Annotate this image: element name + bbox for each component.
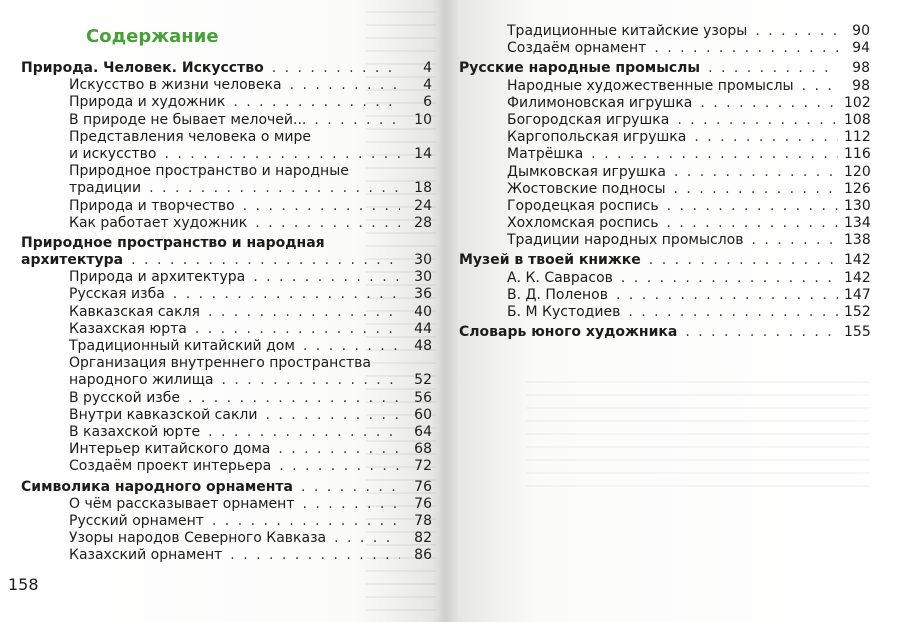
dot-leader <box>700 95 838 112</box>
toc-entry <box>21 441 432 458</box>
toc-entry <box>459 40 870 57</box>
toc-page-number: 4 <box>423 77 432 94</box>
toc-entry <box>21 146 432 163</box>
toc-entry <box>21 372 432 389</box>
toc-entry-title: народного жилища <box>69 372 214 389</box>
dot-leader <box>212 513 400 530</box>
toc-page-number: 116 <box>844 146 871 163</box>
toc-entry-title: Создаём проект интерьера <box>69 458 272 475</box>
toc-entry <box>459 270 870 287</box>
toc-page-number: 130 <box>844 197 871 214</box>
toc-entry <box>21 269 432 286</box>
toc-entry <box>21 513 432 530</box>
toc-entry <box>21 112 432 129</box>
toc-page-number: 30 <box>414 252 432 269</box>
dot-leader <box>755 23 838 40</box>
toc-page-number: 90 <box>852 23 870 39</box>
dot-leader <box>265 407 400 424</box>
toc-page-number: 138 <box>844 232 871 249</box>
toc-entry-title: Создаём орнамент <box>507 40 647 57</box>
toc-entry-title: Символика народного орнамента <box>21 478 293 495</box>
dot-leader <box>290 77 400 94</box>
toc-page-number: 56 <box>414 389 432 406</box>
toc-entry-title: Городецкая роспись <box>507 197 659 214</box>
toc-page-number: 44 <box>414 320 432 337</box>
dot-leader <box>649 252 838 269</box>
toc-page-number: 98 <box>852 60 870 77</box>
toc-entry <box>21 180 432 197</box>
toc-entry-title: и искусство <box>69 145 157 162</box>
toc-page-number: 126 <box>844 180 871 197</box>
show-through-text <box>526 370 870 492</box>
toc-entry-title: Филимоновская игрушка <box>507 94 693 111</box>
toc-entry-title: Матрёшка <box>507 146 584 163</box>
toc-page-number: 82 <box>414 530 432 547</box>
dot-leader <box>677 112 838 129</box>
toc-page-number: 72 <box>414 458 432 475</box>
toc-entry-title: Богородская игрушка <box>507 111 670 128</box>
toc-page-number: 147 <box>844 286 871 303</box>
toc-entry-title: Природа и художник <box>69 94 226 111</box>
toc-entry-title: Природа. Человек. Искусство <box>21 60 264 76</box>
toc-entry <box>459 198 870 215</box>
toc-page-number: 30 <box>414 269 432 286</box>
toc-entry <box>21 94 432 111</box>
dot-leader <box>654 40 838 57</box>
toc-entry <box>21 215 432 232</box>
dot-leader <box>314 112 400 129</box>
dot-leader <box>667 198 838 215</box>
toc-entry <box>21 198 432 215</box>
dot-leader <box>233 94 400 111</box>
dot-leader <box>149 180 400 197</box>
toc-entry-title: Каргопольская игрушка <box>507 129 687 146</box>
toc-entry-title: В. Д. Поленов <box>507 286 608 303</box>
toc-entry <box>21 77 432 94</box>
dot-leader <box>279 458 400 475</box>
toc-entry-title: Народные художественные промыслы <box>507 77 794 94</box>
toc-entry <box>21 355 432 372</box>
toc-entry-title: Хохломская роспись <box>507 215 659 232</box>
dot-leader <box>628 304 838 321</box>
toc-entry-title: Музей в твоей книжке <box>459 252 641 269</box>
dot-leader <box>278 441 400 458</box>
toc-entry <box>459 129 870 146</box>
toc-entry-title: Организация внутреннего пространства <box>69 355 372 372</box>
toc-section-entry <box>459 252 870 269</box>
dot-leader <box>694 129 838 146</box>
toc-entry <box>459 164 870 181</box>
dot-leader <box>131 252 400 269</box>
toc-page-number: 10 <box>414 111 432 128</box>
dot-leader <box>591 146 838 163</box>
toc-entry <box>459 232 870 249</box>
dot-leader <box>616 287 838 304</box>
toc-list-right <box>459 23 870 341</box>
toc-page-number: 76 <box>414 495 432 512</box>
toc-entry <box>459 304 870 321</box>
toc-page-number: 152 <box>844 304 871 320</box>
toc-entry <box>21 496 432 513</box>
dot-leader <box>173 286 400 303</box>
toc-entry <box>459 287 870 304</box>
toc-entry-title: Традиции народных промыслов <box>507 232 744 249</box>
toc-section-entry <box>21 252 432 269</box>
toc-section-entry <box>459 60 870 77</box>
toc-entry-title: Казахский орнамент <box>69 547 223 564</box>
toc-page-number: 24 <box>414 197 432 214</box>
toc-entry-title: Интерьер китайского дома <box>69 441 271 458</box>
dot-leader <box>802 78 838 95</box>
toc-entry-title: В русской избе <box>69 389 180 406</box>
toc-section-entry <box>459 324 870 341</box>
toc-entry-title: традиции <box>69 180 142 197</box>
toc-entry <box>21 286 432 303</box>
toc-entry-title: Б. М Кустодиев <box>507 304 621 320</box>
toc-entry-title: Как работает художник <box>69 214 248 231</box>
toc-entry-title: Жостовские подносы <box>507 180 666 197</box>
toc-entry-title: Природа и творчество <box>69 197 235 214</box>
toc-entry <box>21 321 432 338</box>
dot-leader <box>195 321 400 338</box>
toc-entry <box>21 424 432 441</box>
toc-page-number: 142 <box>844 269 871 286</box>
toc-entry <box>21 407 432 424</box>
toc-entry-title: Природное пространство и народная <box>21 234 325 251</box>
toc-page-number: 40 <box>414 303 432 320</box>
toc-page-number: 134 <box>844 215 871 232</box>
dot-leader <box>255 215 400 232</box>
toc-list-left <box>21 57 432 564</box>
toc-page-number: 52 <box>414 372 432 389</box>
toc-page-number: 155 <box>844 324 871 341</box>
toc-entry-title: Традиционные китайские узоры <box>507 23 748 39</box>
toc-entry <box>459 146 870 163</box>
dot-leader <box>230 547 400 564</box>
toc-page-number: 94 <box>852 40 870 57</box>
toc-entry <box>459 78 870 95</box>
toc-entry <box>21 163 432 180</box>
toc-entry <box>459 23 870 40</box>
toc-page-number: 142 <box>844 252 871 269</box>
toc-section-entry <box>21 60 432 77</box>
toc-entry <box>21 338 432 355</box>
left-page <box>0 0 446 622</box>
toc-entry <box>21 129 432 146</box>
toc-entry-title: Внутри кавказской сакли <box>69 406 258 423</box>
toc-page-number: 6 <box>423 94 432 111</box>
toc-entry-title: Русский орнамент <box>69 512 204 529</box>
toc-page-number: 76 <box>414 478 432 495</box>
toc-entry-title: архитектура <box>21 252 124 269</box>
toc-page-number: 120 <box>844 163 871 180</box>
dot-leader <box>301 479 400 496</box>
dot-leader <box>674 181 839 198</box>
toc-page-number: 28 <box>414 214 432 231</box>
contents-heading: Содержание <box>86 26 219 47</box>
dot-leader <box>243 198 400 215</box>
toc-entry <box>459 215 870 232</box>
toc-entry <box>21 547 432 564</box>
right-page <box>446 0 900 622</box>
toc-entry-title: Природа и архитектура <box>69 269 246 286</box>
toc-page-number: 14 <box>414 145 432 162</box>
toc-entry-title: О чём рассказывает орнамент <box>69 495 295 512</box>
dot-leader <box>302 496 400 513</box>
toc-entry <box>459 181 870 198</box>
dot-leader <box>666 215 838 232</box>
dot-leader <box>272 60 400 77</box>
toc-entry <box>21 304 432 321</box>
toc-entry-title: Представления человека о мире <box>69 128 311 145</box>
toc-entry-title: В казахской юрте <box>69 423 201 440</box>
toc-entry-title: В природе не бывает мелочей... <box>69 111 307 128</box>
toc-page-number: 18 <box>414 180 432 197</box>
toc-entry-title: Искусство в жизни человека <box>69 77 282 94</box>
toc-entry-title: Традиционный китайский дом <box>69 338 295 354</box>
toc-page-number: 4 <box>423 60 432 76</box>
toc-page-number: 98 <box>852 77 870 94</box>
toc-page-number: 102 <box>844 94 871 111</box>
toc-page-number: 36 <box>414 286 432 303</box>
toc-page-number: 86 <box>414 547 432 564</box>
toc-entry-title: Казахская юрта <box>69 320 187 337</box>
toc-page-number: 108 <box>844 111 871 128</box>
toc-page-number: 48 <box>414 338 432 354</box>
dot-leader <box>208 424 400 441</box>
toc-page-number: 112 <box>844 129 871 146</box>
toc-entry-title: Русские народные промыслы <box>459 60 701 77</box>
toc-section-entry <box>21 479 432 496</box>
dot-leader <box>303 338 400 355</box>
toc-entry-title: Словарь юного художника <box>459 324 678 341</box>
dot-leader <box>621 270 838 287</box>
toc-page-number: 60 <box>414 406 432 423</box>
dot-leader <box>208 304 400 321</box>
toc-page-number: 78 <box>414 512 432 529</box>
toc-section-entry <box>21 235 432 252</box>
dot-leader <box>674 164 838 181</box>
dot-leader <box>751 232 838 249</box>
toc-entry-title: Дымковская игрушка <box>507 163 666 180</box>
page-number: 158 <box>8 575 39 594</box>
toc-entry <box>459 112 870 129</box>
dot-leader <box>221 372 400 389</box>
dot-leader <box>188 390 400 407</box>
dot-leader <box>708 60 838 77</box>
dot-leader <box>253 269 400 286</box>
toc-page-number: 64 <box>414 423 432 440</box>
toc-entry-title: Узоры народов Северного Кавказа <box>69 530 327 547</box>
toc-entry-title: Природное пространство и народные <box>69 163 349 180</box>
toc-entry-title: Кавказская сакля <box>69 303 200 320</box>
toc-entry <box>21 458 432 475</box>
toc-entry <box>459 95 870 112</box>
toc-entry-title: А. К. Саврасов <box>507 269 613 286</box>
dot-leader <box>164 146 400 163</box>
dot-leader <box>685 324 838 341</box>
toc-entry <box>21 530 432 547</box>
toc-entry-title: Русская изба <box>69 286 165 303</box>
toc-entry <box>21 390 432 407</box>
dot-leader <box>334 530 400 547</box>
toc-page-number: 68 <box>414 441 432 458</box>
